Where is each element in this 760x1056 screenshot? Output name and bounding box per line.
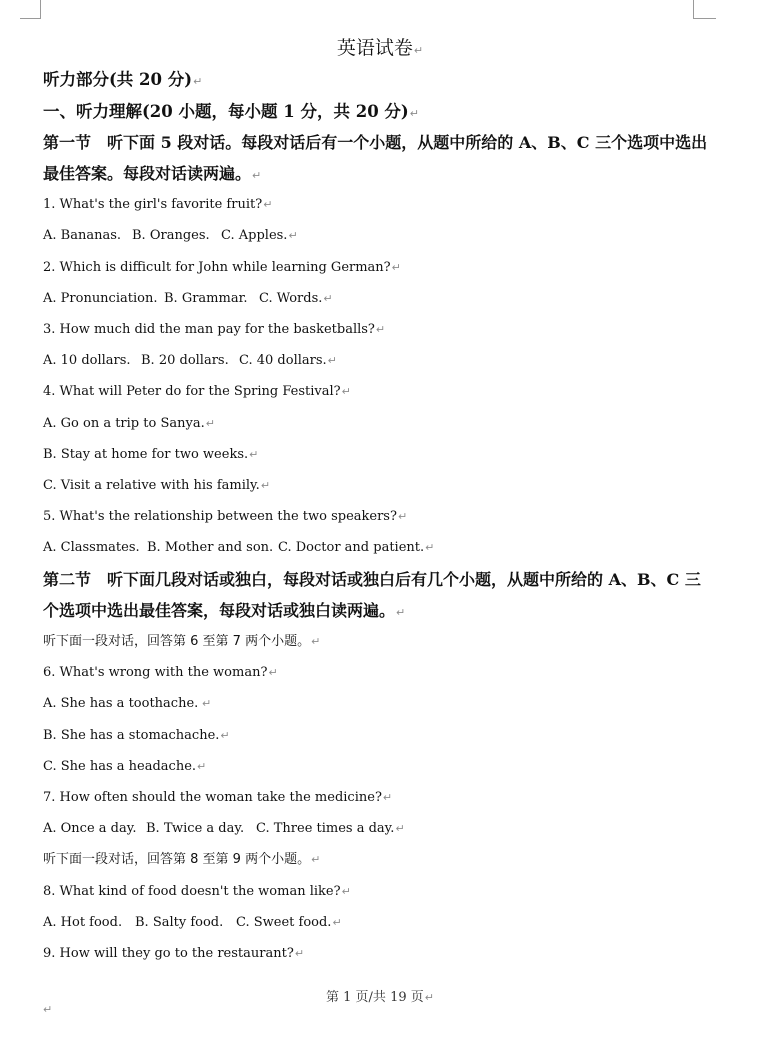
paragraph-mark: ↵: [311, 853, 321, 866]
option-b: B. 20 dollars.: [141, 353, 229, 368]
question-3-options: [43, 354, 337, 367]
paragraph-mark: ↵: [268, 666, 278, 679]
paragraph-mark: ↵: [413, 44, 424, 57]
paragraph-mark: ↵: [396, 606, 406, 619]
paragraph-mark: ↵: [332, 916, 342, 929]
paragraph-mark: ↵: [197, 760, 207, 773]
paragraph-mark: ↵: [220, 729, 230, 742]
question-1-options: [43, 229, 298, 242]
question-1: 1. What's the girl's favorite fruit?↵: [43, 197, 273, 212]
question-6: 6. What's wrong with the woman?↵: [43, 665, 278, 680]
question-3: 3. How much did the man pay for the basketballs?↵: [43, 322, 386, 337]
paragraph-mark: ↵: [205, 417, 215, 430]
option-b: B. Twice a day.: [146, 821, 245, 836]
question-6-option-a: A. She has a toothache. ↵: [43, 696, 212, 711]
question-7-options: [43, 822, 405, 835]
paragraph-mark: ↵: [425, 541, 435, 554]
end-paragraph-mark: ↵: [43, 1003, 53, 1016]
paragraph-mark: ↵: [249, 448, 259, 461]
question-4-option-b: B. Stay at home for two weeks.↵: [43, 447, 259, 462]
option-b: B. Salty food.: [135, 915, 224, 930]
option-c: C. Apples.: [221, 228, 288, 243]
paragraph-mark: ↵: [294, 947, 305, 960]
option-a: A. Bananas.: [43, 228, 122, 243]
option-b: B. Oranges.: [132, 228, 210, 243]
paragraph-mark: ↵: [202, 697, 212, 710]
dialogue-instruction-8-9: 听下面一段对话，回答第 8 至第 9 两个小题。↵: [43, 852, 321, 867]
question-2-options: [43, 292, 333, 305]
option-c: C. Sweet food.: [236, 915, 332, 930]
option-b: B. Mother and son.: [147, 540, 274, 555]
question-9: 9. How will they go to the restaurant?↵: [43, 946, 305, 961]
paragraph-mark: ↵: [395, 822, 405, 835]
section2-instruction-line1: 第二节 听下面几段对话或独白，每段对话或独白后有几个小题，从题中所给的 A、B、C 三: [43, 570, 701, 589]
option-c: C. Words.: [259, 291, 323, 306]
paragraph-mark: ↵: [341, 385, 351, 398]
question-4-option-c: C. Visit a relative with his family.↵: [43, 478, 271, 493]
paragraph-mark: ↵: [375, 323, 386, 336]
paragraph-mark: ↵: [424, 991, 434, 1004]
question-2: 2. Which is difficult for John while learning German?↵: [43, 260, 401, 275]
option-a: A. Hot food.: [43, 915, 123, 930]
paragraph-mark: ↵: [288, 229, 298, 242]
part-heading: 听力部分(共 20 分)↵: [43, 70, 203, 89]
option-a: A. Pronunciation.: [43, 291, 158, 306]
paragraph-mark: ↵: [327, 354, 337, 367]
option-a: A. 10 dollars.: [43, 353, 131, 368]
paragraph-mark: ↵: [341, 885, 351, 898]
page-footer: 第 1 页/共 19 页↵: [326, 990, 434, 1005]
paragraph-mark: ↵: [409, 107, 419, 120]
question-8-options: [43, 916, 342, 929]
paragraph-mark: ↵: [263, 198, 273, 211]
option-c: C. Three times a day.: [256, 821, 395, 836]
section1-instruction-line2: 最佳答案。每段对话读两遍。↵: [43, 164, 262, 183]
section-one-heading: 一、听力理解(20 小题，每小题 1 分，共 20 分)↵: [43, 102, 419, 121]
page-title: 英语试卷↵: [336, 37, 424, 59]
option-a: A. Classmates.: [43, 540, 140, 555]
question-4-option-a: A. Go on a trip to Sanya.↵: [43, 416, 215, 431]
dialogue-instruction-6-7: 听下面一段对话，回答第 6 至第 7 两个小题。↵: [43, 634, 321, 649]
paragraph-mark: ↵: [391, 261, 401, 274]
question-6-option-b: B. She has a stomachache.↵: [43, 728, 230, 743]
option-a: A. Once a day.: [43, 821, 137, 836]
question-6-option-c: C. She has a headache.↵: [43, 759, 207, 774]
paragraph-mark: ↵: [382, 791, 393, 804]
option-c: C. Doctor and patient.: [278, 540, 425, 555]
paragraph-mark: ↵: [193, 75, 203, 88]
paragraph-mark: ↵: [252, 169, 262, 182]
option-c: C. 40 dollars.: [239, 353, 327, 368]
question-5: 5. What's the relationship between the two speakers?↵: [43, 509, 408, 524]
question-5-options: [43, 541, 434, 554]
question-8: 8. What kind of food doesn't the woman like?↵: [43, 884, 351, 899]
paragraph-mark: ↵: [323, 292, 333, 305]
section1-instruction-line1: 第一节 听下面 5 段对话。每段对话后有一个小题，从题中所给的 A、B、C 三个选项中选出: [43, 133, 708, 152]
option-b: B. Grammar.: [164, 291, 248, 306]
paragraph-mark: ↵: [311, 635, 321, 648]
paragraph-mark: ↵: [397, 510, 408, 523]
question-4: 4. What will Peter do for the Spring Festival?↵: [43, 384, 351, 399]
section2-instruction-line2: 个选项中选出最佳答案，每段对话或独白读两遍。↵: [43, 601, 406, 620]
question-7: 7. How often should the woman take the medicine?↵: [43, 790, 393, 805]
paragraph-mark: ↵: [260, 479, 271, 492]
